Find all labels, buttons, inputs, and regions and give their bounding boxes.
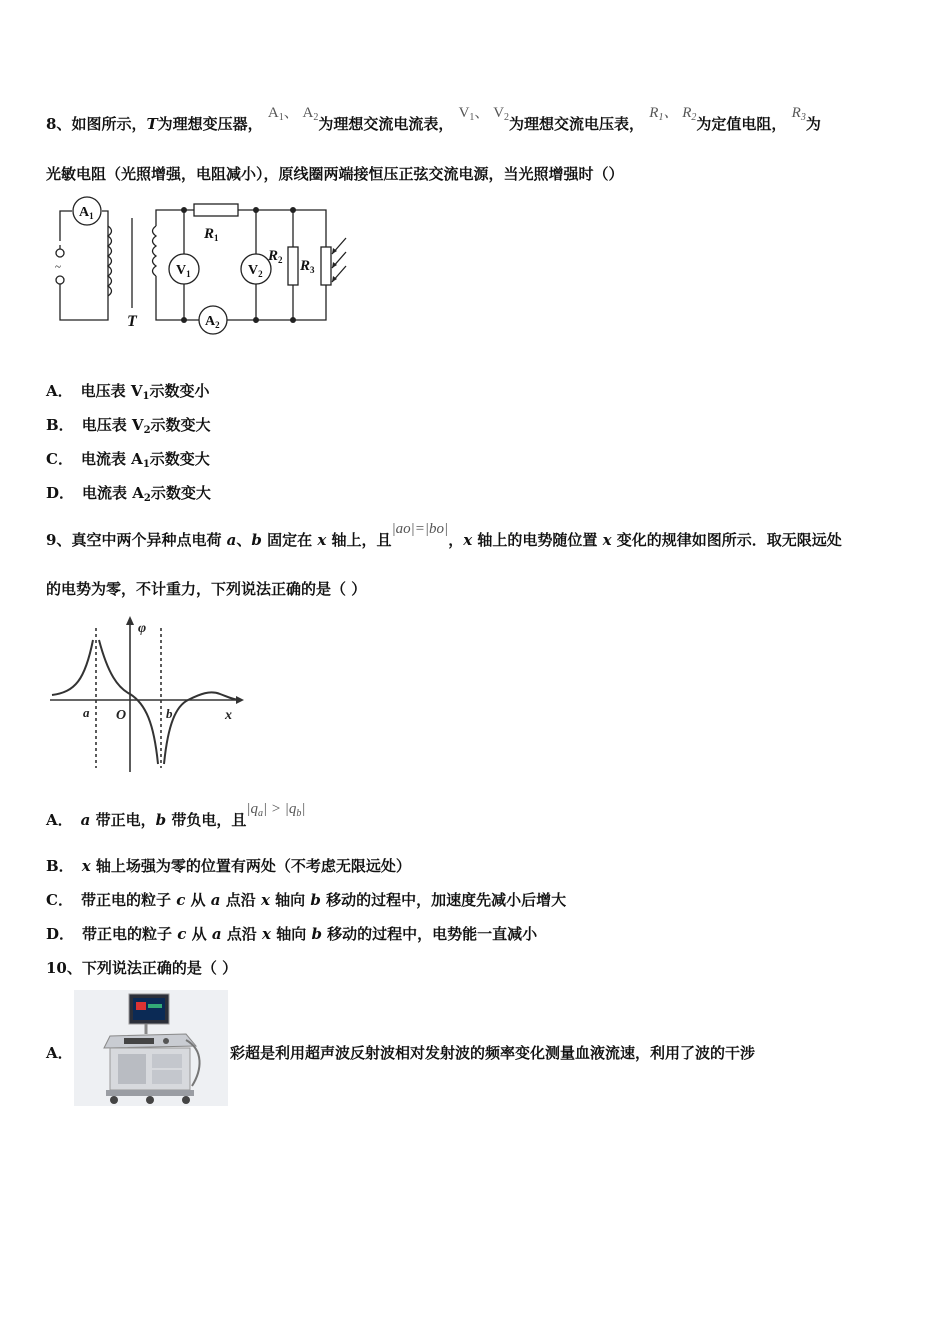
q8-option-b[interactable]: B． 电压表 $V_2$示数变大	[46, 416, 211, 436]
q8-option-c[interactable]: C． 电流表 $A_1$示数变大	[46, 450, 210, 470]
q9-option-a[interactable]: A． a 带正电，b 带负电，且$|q_a| > |q_b|$	[46, 801, 306, 829]
svg-text:a: a	[83, 705, 90, 720]
q8-circuit-figure	[50, 196, 360, 336]
svg-text:x: x	[225, 708, 232, 723]
q9-option-d[interactable]: D． 带正电的粒子 c 从 a 点沿 x 轴向 b 移动的过程中，电势能一直减小	[46, 925, 538, 943]
svg-text:A1: $A_1$	[79, 205, 94, 221]
svg-text:φ: φ	[138, 621, 147, 636]
ultrasound-machine-image	[74, 990, 228, 1106]
svg-text:V2: $V_2$	[248, 263, 263, 279]
q8-option-d[interactable]: D． 电流表 $A_2$示数变大	[46, 484, 211, 504]
transformer-symbol: T	[146, 115, 158, 133]
photoresistor-symbol: $R_3$	[791, 105, 806, 123]
q9-option-b[interactable]: B． x 轴上场强为零的位置有两处（不考虑无限远处）	[46, 857, 411, 875]
svg-text:T: T	[127, 313, 137, 330]
q10-stem: 10、下列说法正确的是（ ）	[46, 959, 238, 977]
q8-option-a[interactable]: A． 电压表 $V_1$示数变小	[46, 382, 210, 402]
svg-text:R2: $R_2$	[268, 248, 283, 265]
svg-text:V1: $V_1$	[176, 263, 191, 279]
svg-text:~: ~	[55, 261, 61, 273]
q9-charge-comparison-math: $|q_a| > |q_b|$	[246, 801, 306, 819]
q8-number: 8、	[46, 115, 72, 133]
q10-number: 10、	[46, 959, 82, 977]
q9-stem-line2: 的电势为零，不计重力，下列说法正确的是（ ）	[46, 580, 367, 598]
q9-potential-graph	[50, 614, 250, 774]
svg-text:R3: $R_3$	[300, 258, 315, 275]
q9-number: 9、	[46, 531, 72, 549]
svg-text:b: b	[166, 706, 173, 721]
svg-text:O: O	[116, 708, 127, 723]
svg-text:R1: $R_1$	[204, 226, 219, 243]
resistor-symbols: $R_1$、 $R_2$	[649, 105, 697, 123]
q10-option-a-label[interactable]: A．	[46, 1044, 73, 1062]
q9-condition-math: |ao|=|bo|	[391, 521, 449, 537]
q9-stem-line1: 9、真空中两个异种点电荷 a、b 固定在 x 轴上，且|ao|=|bo|，x 轴上的电势随位置 x 变化的规律如图所示．取无限远处	[46, 521, 842, 549]
q10-option-a-text[interactable]: 彩超是利用超声波反射波相对发射波的频率变化测量血液流速，利用了波的干涉	[230, 1044, 756, 1062]
q8-stem-line2: 光敏电阻（光照增强，电阻减小），原线圈两端接恒压正弦交流电源，当光照增强时（）	[46, 165, 624, 183]
q9-option-c[interactable]: C． 带正电的粒子 c 从 a 点沿 x 轴向 b 移动的过程中，加速度先减小后增大	[46, 891, 567, 909]
ammeter-a1-symbol: $A_1$、 $A_2$	[267, 105, 319, 123]
q8-stem-line1: 8、如图所示，T为理想变压器， $A_1$、 $A_2$为理想交流电流表， $V_1$、 $V_2$为理想交流电压表， $R_1$、 $R_2$为定值电阻， $R_3$为	[46, 105, 821, 133]
svg-text:A2: $A_2$	[205, 314, 220, 330]
voltmeter-symbols: $V_1$、 $V_2$	[458, 105, 510, 123]
